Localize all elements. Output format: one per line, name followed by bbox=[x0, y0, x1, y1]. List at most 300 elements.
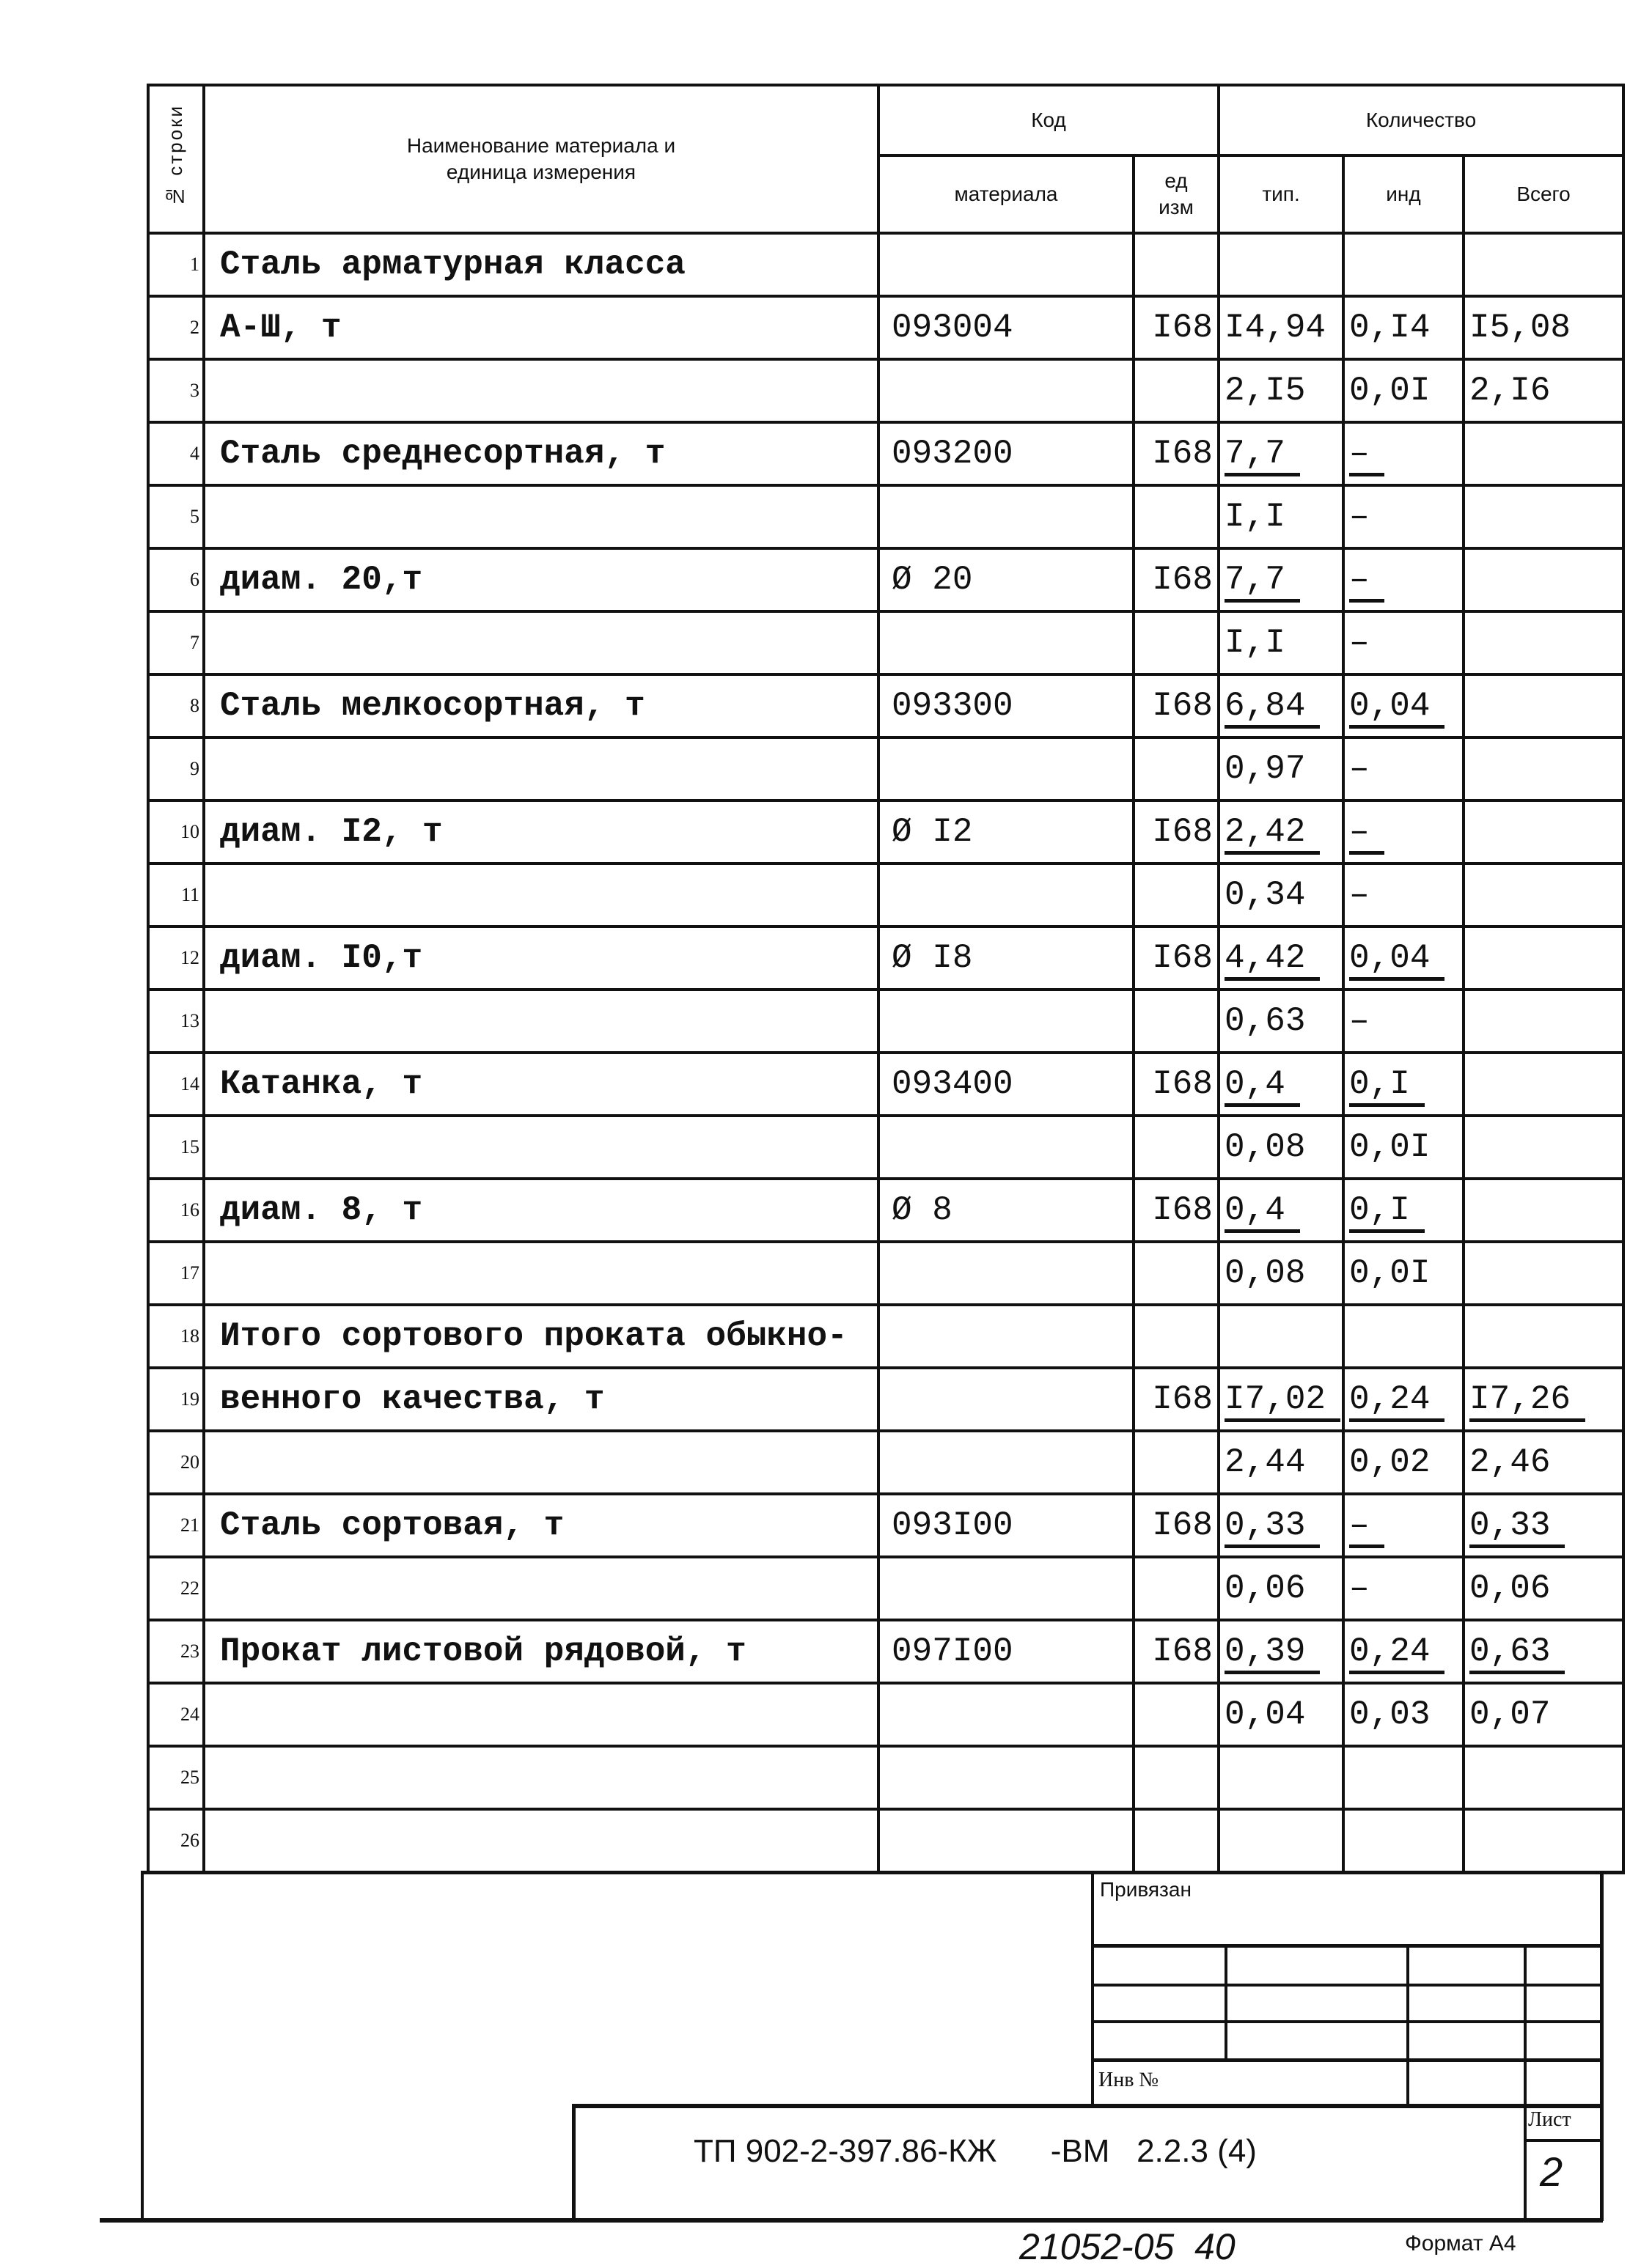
qty-tip: 4,42 bbox=[1225, 939, 1320, 981]
table-row bbox=[148, 800, 1623, 864]
qty-tip-cell bbox=[1219, 1620, 1343, 1683]
material-name: Итого сортового проката обыкно- bbox=[220, 1317, 848, 1355]
qty-total: I5,08 bbox=[1469, 309, 1571, 347]
material-name-cell bbox=[204, 1746, 878, 1809]
qty-ind-cell bbox=[1343, 233, 1464, 296]
row-number: 20 bbox=[180, 1451, 199, 1473]
material-name: Сталь среднесортная, т bbox=[220, 435, 666, 473]
unit-code-cell bbox=[1134, 422, 1219, 485]
material-code: Ø 8 bbox=[892, 1191, 952, 1229]
material-code: 093300 bbox=[892, 687, 1013, 725]
row-number: 18 bbox=[180, 1325, 199, 1347]
row-number-cell bbox=[148, 1431, 204, 1494]
material-code-cell bbox=[878, 548, 1134, 611]
row-number: 10 bbox=[180, 821, 199, 842]
qty-ind: – bbox=[1349, 498, 1370, 536]
table-row bbox=[148, 1683, 1623, 1746]
unit-code-cell bbox=[1134, 800, 1219, 864]
row-number-cell bbox=[148, 864, 204, 927]
qty-tip-cell bbox=[1219, 1053, 1343, 1116]
qty-total-cell bbox=[1464, 485, 1623, 548]
qty-ind-cell bbox=[1343, 737, 1464, 800]
qty-ind-cell bbox=[1343, 1809, 1464, 1872]
qty-tip-cell bbox=[1219, 548, 1343, 611]
qty-ind-cell bbox=[1343, 1683, 1464, 1746]
qty-tip-cell bbox=[1219, 1683, 1343, 1746]
material-name-cell bbox=[204, 864, 878, 927]
row-number-cell bbox=[148, 1305, 204, 1368]
material-code-cell bbox=[878, 1683, 1134, 1746]
material-name-cell bbox=[204, 611, 878, 674]
qty-ind-cell bbox=[1343, 1179, 1464, 1242]
unit-code: I68 bbox=[1152, 1506, 1214, 1544]
qty-tip: 0,08 bbox=[1225, 1128, 1306, 1166]
row-number-cell bbox=[148, 674, 204, 737]
row-number: 5 bbox=[190, 506, 199, 527]
qty-tip-cell bbox=[1219, 422, 1343, 485]
qty-total-cell bbox=[1464, 296, 1623, 359]
unit-code: I68 bbox=[1152, 1065, 1214, 1103]
qty-ind-cell bbox=[1343, 359, 1464, 422]
material-name-cell bbox=[204, 1242, 878, 1305]
qty-ind: – bbox=[1349, 1569, 1370, 1608]
table-row bbox=[148, 1116, 1623, 1179]
material-code-cell bbox=[878, 611, 1134, 674]
row-number: 23 bbox=[180, 1641, 199, 1662]
row-number-cell bbox=[148, 927, 204, 990]
material-name: Сталь арматурная класса bbox=[220, 246, 686, 284]
material-name-cell bbox=[204, 1620, 878, 1683]
qty-tip-cell bbox=[1219, 611, 1343, 674]
qty-tip-cell bbox=[1219, 1116, 1343, 1179]
material-code-cell bbox=[878, 1053, 1134, 1116]
qty-ind: – bbox=[1349, 624, 1370, 662]
table-row bbox=[148, 233, 1623, 296]
table-row bbox=[148, 548, 1623, 611]
material-name: А-Ш, т bbox=[220, 309, 342, 347]
qty-ind-cell bbox=[1343, 422, 1464, 485]
table-row bbox=[148, 737, 1623, 800]
qty-ind-cell bbox=[1343, 1053, 1464, 1116]
material-name-cell bbox=[204, 1305, 878, 1368]
qty-tip: 0,08 bbox=[1225, 1254, 1306, 1292]
row-number: 4 bbox=[190, 443, 199, 464]
material-code-cell bbox=[878, 1809, 1134, 1872]
row-number-cell bbox=[148, 359, 204, 422]
qty-tip-cell bbox=[1219, 1242, 1343, 1305]
qty-ind-cell bbox=[1343, 1431, 1464, 1494]
qty-tip-cell bbox=[1219, 1809, 1343, 1872]
qty-tip: I7,02 bbox=[1225, 1380, 1340, 1422]
table-row bbox=[148, 1179, 1623, 1242]
unit-code-cell bbox=[1134, 864, 1219, 927]
unit-code: I68 bbox=[1152, 813, 1214, 851]
qty-tip-cell bbox=[1219, 800, 1343, 864]
material-code-cell bbox=[878, 485, 1134, 548]
table-row bbox=[148, 674, 1623, 737]
row-number-cell bbox=[148, 422, 204, 485]
qty-ind: – bbox=[1349, 1002, 1370, 1040]
qty-total: 0,33 bbox=[1469, 1506, 1565, 1548]
unit-code-cell bbox=[1134, 1179, 1219, 1242]
row-number: 6 bbox=[190, 569, 199, 590]
qty-tip: 2,I5 bbox=[1225, 372, 1306, 410]
row-number-cell bbox=[148, 611, 204, 674]
qty-tip-cell bbox=[1219, 1431, 1343, 1494]
table-row bbox=[148, 1494, 1623, 1557]
qty-ind-cell bbox=[1343, 1620, 1464, 1683]
material-name-cell bbox=[204, 1683, 878, 1746]
material-name-cell bbox=[204, 1431, 878, 1494]
qty-total-cell bbox=[1464, 1431, 1623, 1494]
qty-total-cell bbox=[1464, 1305, 1623, 1368]
material-code-cell bbox=[878, 1242, 1134, 1305]
qty-tip-cell bbox=[1219, 927, 1343, 990]
unit-code: I68 bbox=[1152, 309, 1214, 347]
qty-ind: 0,03 bbox=[1349, 1696, 1431, 1734]
unit-code-cell bbox=[1134, 1683, 1219, 1746]
material-name: диам. 20,т bbox=[220, 561, 423, 599]
qty-ind-cell bbox=[1343, 1494, 1464, 1557]
unit-code-cell bbox=[1134, 485, 1219, 548]
qty-ind: 0,0I bbox=[1349, 1254, 1431, 1292]
document-code: ТП 902-2-397.86-КЖ -ВМ 2.2.3 (4) bbox=[694, 2133, 1257, 2169]
material-code-cell bbox=[878, 422, 1134, 485]
qty-tip-cell bbox=[1219, 359, 1343, 422]
qty-tip: 0,04 bbox=[1225, 1696, 1306, 1734]
unit-code-cell bbox=[1134, 927, 1219, 990]
unit-code-cell bbox=[1134, 1305, 1219, 1368]
table-row bbox=[148, 1620, 1623, 1683]
qty-ind: 0,04 bbox=[1349, 939, 1444, 981]
qty-tip: 0,34 bbox=[1225, 876, 1306, 914]
qty-total-cell bbox=[1464, 548, 1623, 611]
qty-ind: 0,I bbox=[1349, 1191, 1425, 1233]
qty-tip-cell bbox=[1219, 233, 1343, 296]
row-number-cell bbox=[148, 800, 204, 864]
qty-tip-cell bbox=[1219, 674, 1343, 737]
unit-code-cell bbox=[1134, 1620, 1219, 1683]
row-number-cell bbox=[148, 1683, 204, 1746]
sheet-label: Лист bbox=[1528, 2108, 1571, 2131]
qty-total: 0,63 bbox=[1469, 1632, 1565, 1674]
table-row bbox=[148, 1053, 1623, 1116]
row-number: 12 bbox=[180, 947, 199, 968]
material-code-header: материала bbox=[878, 155, 1134, 233]
material-code-cell bbox=[878, 1620, 1134, 1683]
row-number: 26 bbox=[180, 1830, 199, 1851]
qty-total-cell bbox=[1464, 1053, 1623, 1116]
material-code-cell bbox=[878, 1305, 1134, 1368]
table-row bbox=[148, 1431, 1623, 1494]
material-code-cell bbox=[878, 737, 1134, 800]
unit-code-cell bbox=[1134, 359, 1219, 422]
material-code-cell bbox=[878, 296, 1134, 359]
qty-tip: 0,97 bbox=[1225, 750, 1306, 788]
qty-total-cell bbox=[1464, 927, 1623, 990]
qty-tip: 0,63 bbox=[1225, 1002, 1306, 1040]
material-code: 093200 bbox=[892, 435, 1013, 473]
qty-total-cell bbox=[1464, 1809, 1623, 1872]
material-code-cell bbox=[878, 1179, 1134, 1242]
row-number-cell bbox=[148, 296, 204, 359]
unit-header: ед изм bbox=[1134, 155, 1219, 233]
unit-code-cell bbox=[1134, 1746, 1219, 1809]
qty-ind-cell bbox=[1343, 674, 1464, 737]
material-code-cell bbox=[878, 1746, 1134, 1809]
material-name: Катанка, т bbox=[220, 1065, 423, 1103]
material-name-cell bbox=[204, 1557, 878, 1620]
qty-tip: 0,4 bbox=[1225, 1191, 1300, 1233]
material-code-cell bbox=[878, 990, 1134, 1053]
qty-ind-cell bbox=[1343, 1368, 1464, 1431]
table-row bbox=[148, 864, 1623, 927]
ind-header: инд bbox=[1343, 155, 1464, 233]
qty-ind: 0,24 bbox=[1349, 1632, 1444, 1674]
row-number-cell bbox=[148, 990, 204, 1053]
row-number: 24 bbox=[180, 1704, 199, 1725]
row-number: 14 bbox=[180, 1073, 199, 1094]
material-code-cell bbox=[878, 1116, 1134, 1179]
qty-total-cell bbox=[1464, 1116, 1623, 1179]
material-name: Сталь сортовая, т bbox=[220, 1506, 565, 1544]
qty-ind: – bbox=[1349, 1506, 1384, 1548]
qty-ind: 0,I bbox=[1349, 1065, 1425, 1107]
qty-tip-cell bbox=[1219, 1368, 1343, 1431]
table-row bbox=[148, 990, 1623, 1053]
qty-ind-cell bbox=[1343, 864, 1464, 927]
qty-ind: 0,0I bbox=[1349, 1128, 1431, 1166]
qty-ind: 0,0I bbox=[1349, 372, 1431, 410]
material-code-cell bbox=[878, 1368, 1134, 1431]
qty-tip: 0,39 bbox=[1225, 1632, 1320, 1674]
unit-code-cell bbox=[1134, 233, 1219, 296]
table-row bbox=[148, 1242, 1623, 1305]
qty-total-cell bbox=[1464, 1179, 1623, 1242]
qty-tip: 0,06 bbox=[1225, 1569, 1306, 1608]
qty-ind-cell bbox=[1343, 548, 1464, 611]
qty-total-cell bbox=[1464, 233, 1623, 296]
qty-tip-cell bbox=[1219, 990, 1343, 1053]
material-code: Ø 20 bbox=[892, 561, 973, 599]
qty-ind-cell bbox=[1343, 1746, 1464, 1809]
qty-tip-cell bbox=[1219, 1557, 1343, 1620]
qty-ind-cell bbox=[1343, 611, 1464, 674]
row-number-cell bbox=[148, 485, 204, 548]
row-number: 9 bbox=[190, 758, 199, 779]
table-row bbox=[148, 1368, 1623, 1431]
row-number: 2 bbox=[190, 317, 199, 338]
row-number: 19 bbox=[180, 1388, 199, 1410]
row-number: 11 bbox=[180, 884, 199, 905]
qty-ind: – bbox=[1349, 876, 1370, 914]
qty-ind-cell bbox=[1343, 1242, 1464, 1305]
unit-code-cell bbox=[1134, 737, 1219, 800]
material-name-cell bbox=[204, 1179, 878, 1242]
qty-total-cell bbox=[1464, 737, 1623, 800]
qty-tip-cell bbox=[1219, 1494, 1343, 1557]
material-code: 093I00 bbox=[892, 1506, 1013, 1544]
unit-code: I68 bbox=[1152, 1632, 1214, 1671]
qty-ind-cell bbox=[1343, 800, 1464, 864]
qty-ind: 0,I4 bbox=[1349, 309, 1431, 347]
row-number-header: № строки bbox=[148, 85, 204, 233]
table-row bbox=[148, 422, 1623, 485]
qty-total-cell bbox=[1464, 864, 1623, 927]
qty-total-cell bbox=[1464, 1242, 1623, 1305]
materials-table bbox=[147, 84, 1625, 1874]
material-name-cell bbox=[204, 990, 878, 1053]
unit-code-cell bbox=[1134, 1494, 1219, 1557]
row-number-cell bbox=[148, 548, 204, 611]
table-row bbox=[148, 296, 1623, 359]
unit-code-cell bbox=[1134, 1431, 1219, 1494]
qty-tip: 0,33 bbox=[1225, 1506, 1320, 1548]
table-row bbox=[148, 359, 1623, 422]
qty-total-cell bbox=[1464, 1494, 1623, 1557]
unit-code: I68 bbox=[1152, 1191, 1214, 1229]
material-name-cell bbox=[204, 800, 878, 864]
unit-code: I68 bbox=[1152, 1380, 1214, 1418]
material-code-cell bbox=[878, 800, 1134, 864]
qty-total: 0,06 bbox=[1469, 1569, 1551, 1608]
row-number-cell bbox=[148, 1242, 204, 1305]
qty-tip: 0,4 bbox=[1225, 1065, 1300, 1107]
material-name-cell bbox=[204, 548, 878, 611]
qty-ind-cell bbox=[1343, 1305, 1464, 1368]
table-row bbox=[148, 611, 1623, 674]
unit-code-cell bbox=[1134, 990, 1219, 1053]
qty-total-cell bbox=[1464, 1746, 1623, 1809]
qty-tip: 2,42 bbox=[1225, 813, 1320, 855]
qty-total-cell bbox=[1464, 359, 1623, 422]
qty-total: I7,26 bbox=[1469, 1380, 1585, 1422]
material-name-cell bbox=[204, 485, 878, 548]
row-number-cell bbox=[148, 1053, 204, 1116]
qty-total: 2,I6 bbox=[1469, 372, 1551, 410]
unit-code-cell bbox=[1134, 1116, 1219, 1179]
row-number: 17 bbox=[180, 1262, 199, 1284]
qty-total-cell bbox=[1464, 1683, 1623, 1746]
total-header: Всего bbox=[1464, 155, 1623, 233]
qty-total-cell bbox=[1464, 422, 1623, 485]
quantity-header: Количество bbox=[1219, 85, 1623, 155]
material-code-cell bbox=[878, 927, 1134, 990]
qty-total-cell bbox=[1464, 1620, 1623, 1683]
material-name: диам. I2, т bbox=[220, 813, 443, 851]
table-row bbox=[148, 1746, 1623, 1809]
qty-tip: 7,7 bbox=[1225, 561, 1300, 603]
material-code: Ø I2 bbox=[892, 813, 973, 851]
row-number-cell bbox=[148, 1746, 204, 1809]
qty-ind: 0,24 bbox=[1349, 1380, 1444, 1422]
material-name-cell bbox=[204, 1116, 878, 1179]
attached-label: Привязан bbox=[1100, 1878, 1192, 1901]
material-code: 093400 bbox=[892, 1065, 1013, 1103]
qty-tip: 6,84 bbox=[1225, 687, 1320, 729]
row-number-cell bbox=[148, 1179, 204, 1242]
material-code: 097I00 bbox=[892, 1632, 1013, 1671]
qty-total-cell bbox=[1464, 800, 1623, 864]
unit-code-cell bbox=[1134, 611, 1219, 674]
qty-tip-cell bbox=[1219, 485, 1343, 548]
qty-ind: 0,02 bbox=[1349, 1443, 1431, 1481]
unit-code-cell bbox=[1134, 1809, 1219, 1872]
material-name-cell bbox=[204, 1809, 878, 1872]
qty-total: 0,07 bbox=[1469, 1696, 1551, 1734]
qty-tip-cell bbox=[1219, 1179, 1343, 1242]
qty-ind-cell bbox=[1343, 485, 1464, 548]
table-row bbox=[148, 1305, 1623, 1368]
material-code-cell bbox=[878, 1431, 1134, 1494]
qty-ind: – bbox=[1349, 750, 1370, 788]
qty-tip: I,I bbox=[1225, 624, 1285, 662]
material-name: Сталь мелкосортная, т bbox=[220, 687, 645, 725]
material-name: диам. I0,т bbox=[220, 939, 423, 977]
qty-tip: I,I bbox=[1225, 498, 1285, 536]
unit-code: I68 bbox=[1152, 939, 1214, 977]
qty-tip-cell bbox=[1219, 1305, 1343, 1368]
material-code-cell bbox=[878, 359, 1134, 422]
unit-code: I68 bbox=[1152, 561, 1214, 599]
qty-total-cell bbox=[1464, 1368, 1623, 1431]
name-header: Наименование материала и единица измерения bbox=[204, 85, 878, 233]
qty-tip: 2,44 bbox=[1225, 1443, 1306, 1481]
qty-tip: 7,7 bbox=[1225, 435, 1300, 476]
qty-ind-cell bbox=[1343, 990, 1464, 1053]
table-row bbox=[148, 927, 1623, 990]
row-number-cell bbox=[148, 1368, 204, 1431]
material-code-cell bbox=[878, 864, 1134, 927]
unit-code-cell bbox=[1134, 1368, 1219, 1431]
unit-code: I68 bbox=[1152, 687, 1214, 725]
qty-ind-cell bbox=[1343, 1116, 1464, 1179]
qty-total-cell bbox=[1464, 611, 1623, 674]
qty-ind-cell bbox=[1343, 296, 1464, 359]
row-number-cell bbox=[148, 1116, 204, 1179]
qty-ind-cell bbox=[1343, 1557, 1464, 1620]
table-row bbox=[148, 1557, 1623, 1620]
material-name-cell bbox=[204, 1368, 878, 1431]
row-number: 8 bbox=[190, 695, 199, 716]
tip-header: тип. bbox=[1219, 155, 1343, 233]
material-name-cell bbox=[204, 737, 878, 800]
table-row bbox=[148, 1809, 1623, 1872]
row-number-cell bbox=[148, 233, 204, 296]
material-name: диам. 8, т bbox=[220, 1191, 423, 1229]
table-row bbox=[148, 485, 1623, 548]
unit-code-cell bbox=[1134, 1242, 1219, 1305]
qty-tip: I4,94 bbox=[1225, 309, 1326, 347]
row-number: 15 bbox=[180, 1136, 199, 1157]
material-name-cell bbox=[204, 296, 878, 359]
material-code-cell bbox=[878, 1557, 1134, 1620]
row-number: 22 bbox=[180, 1577, 199, 1599]
handwritten-number: 21052-05 40 bbox=[1019, 2226, 1236, 2267]
row-number: 3 bbox=[190, 380, 199, 401]
row-number-cell bbox=[148, 1557, 204, 1620]
qty-ind: – bbox=[1349, 435, 1384, 476]
row-number: 13 bbox=[180, 1010, 199, 1031]
qty-total-cell bbox=[1464, 1557, 1623, 1620]
material-code-cell bbox=[878, 674, 1134, 737]
qty-total-cell bbox=[1464, 674, 1623, 737]
row-number: 25 bbox=[180, 1767, 199, 1788]
code-header: Код bbox=[878, 85, 1219, 155]
material-name-cell bbox=[204, 1494, 878, 1557]
material-code-cell bbox=[878, 233, 1134, 296]
material-name-cell bbox=[204, 233, 878, 296]
